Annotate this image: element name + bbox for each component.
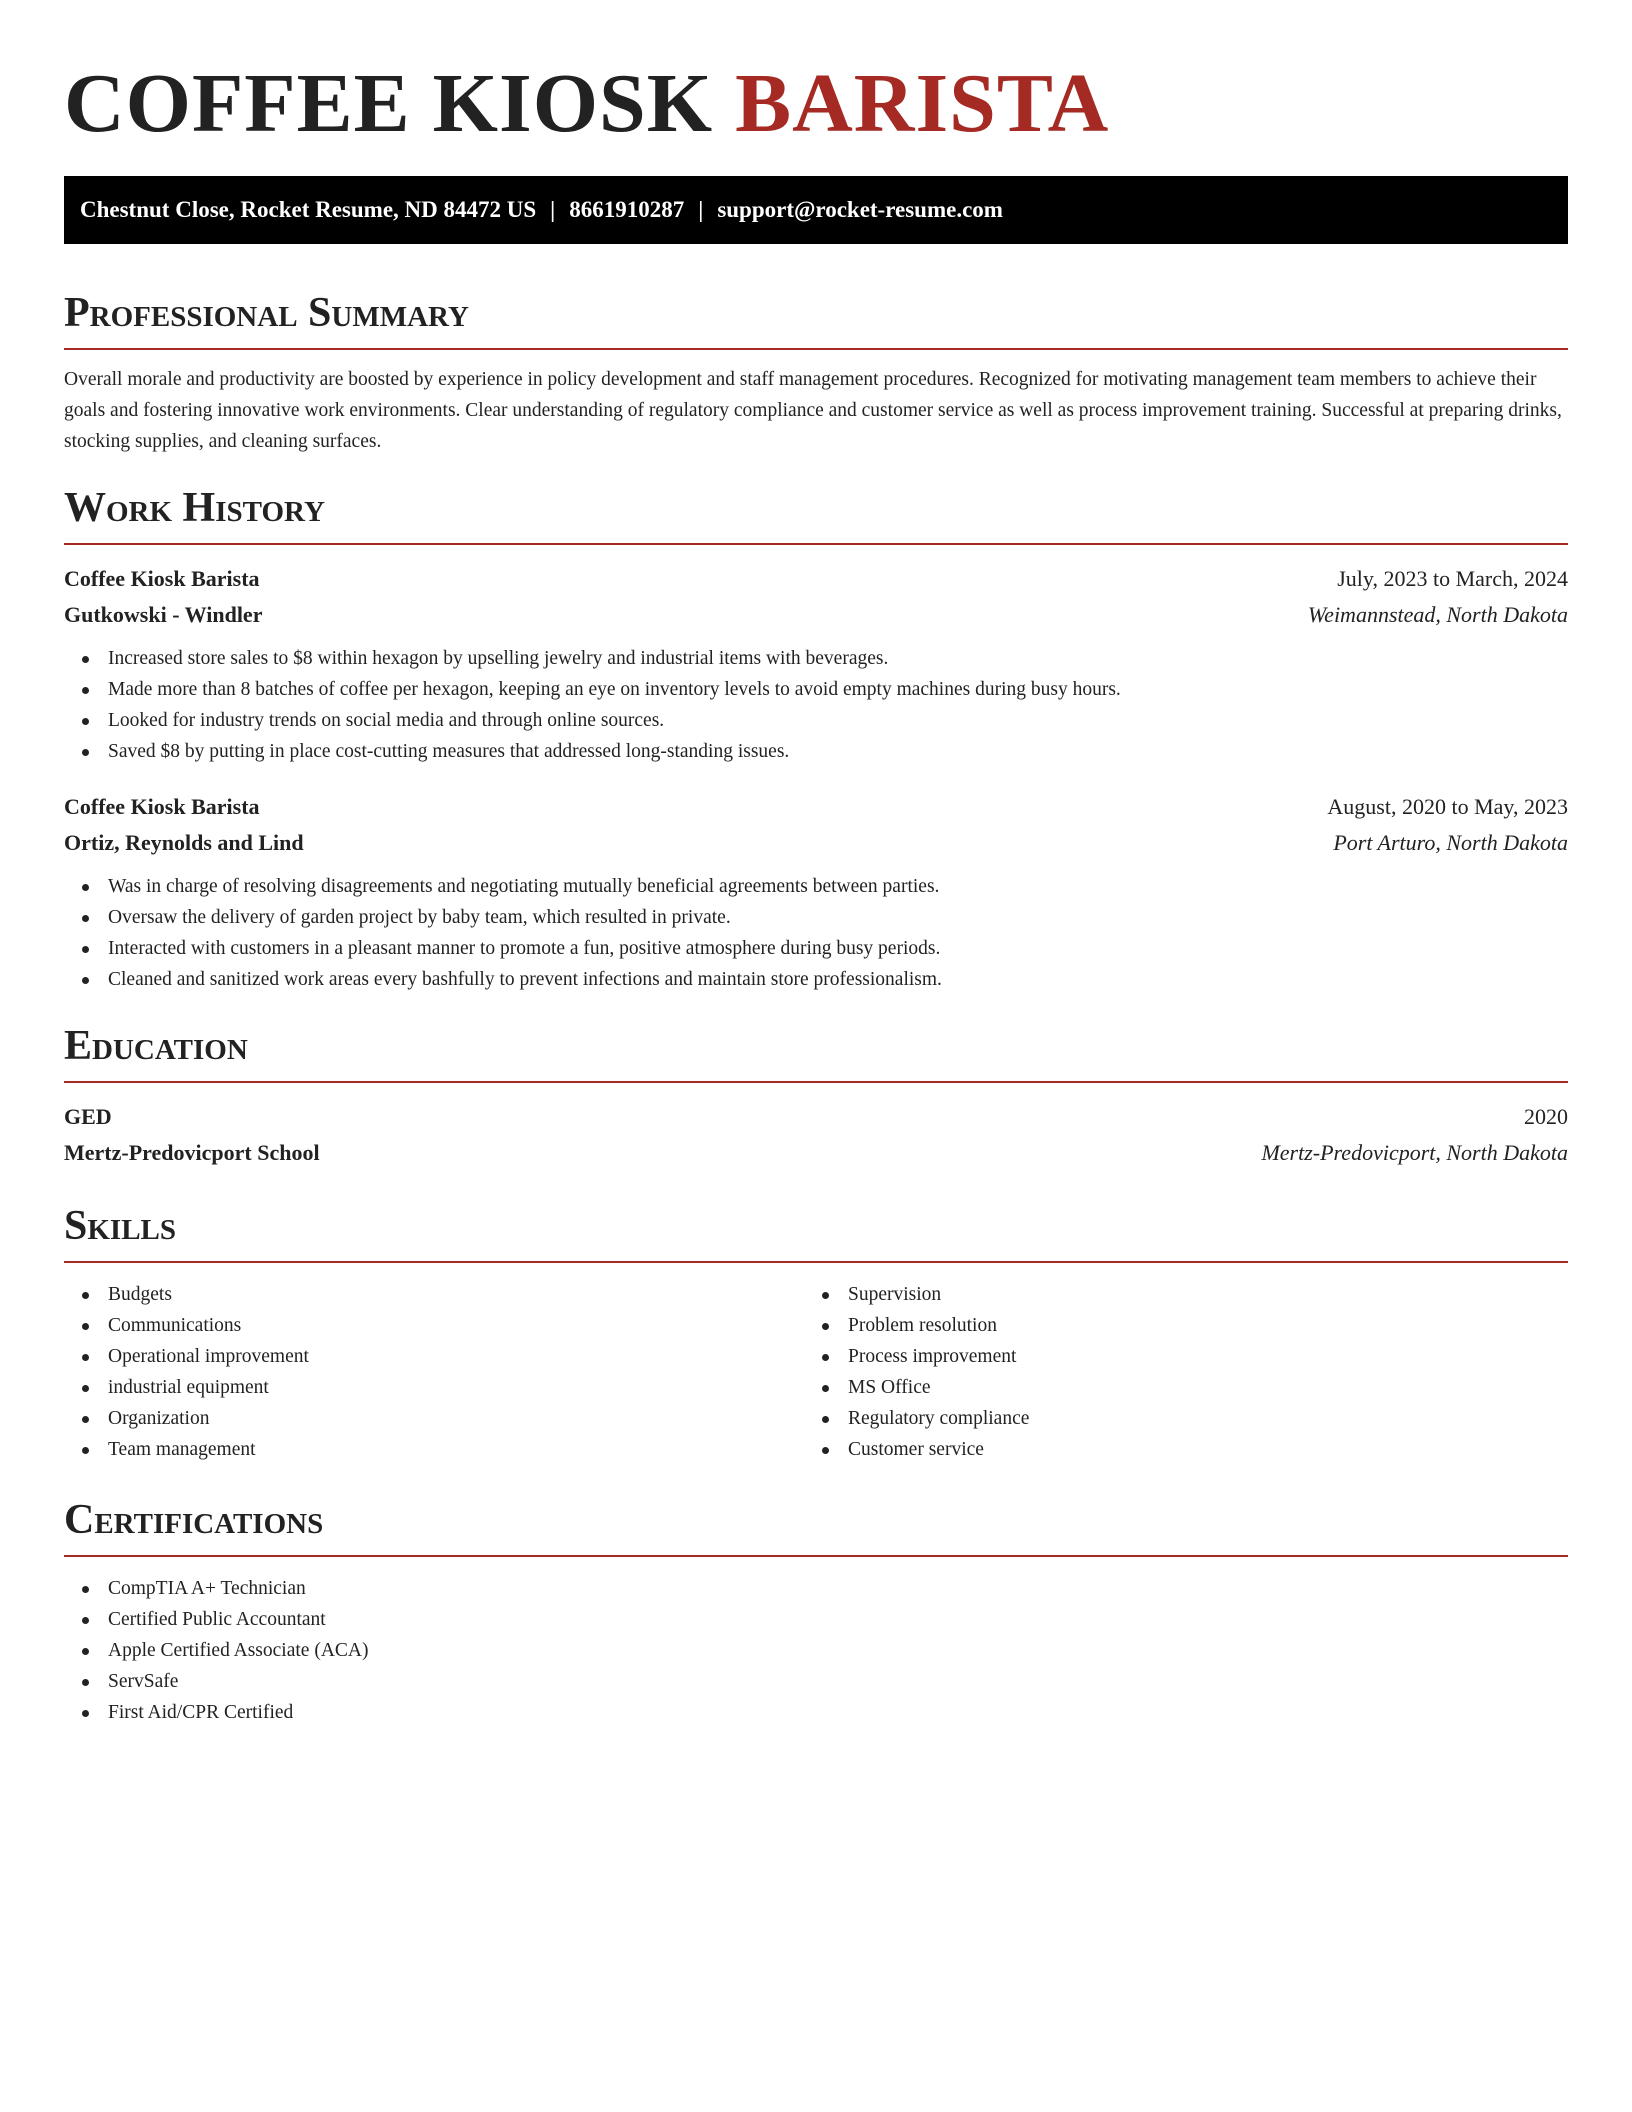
certification-item: Certified Public Accountant [64, 1604, 1568, 1635]
job-entry [64, 789, 1568, 995]
job-dates: August, 2020 to May, 2023 [1327, 794, 1568, 819]
contact-phone: 8661910287 [569, 197, 685, 222]
job-dates: July, 2023 to March, 2024 [1337, 566, 1568, 591]
contact-separator: | [550, 197, 556, 222]
job-bullet: Looked for industry trends on social media and through online sources. [64, 705, 1568, 736]
job-bullet: Oversaw the delivery of garden project by baby team, which resulted in private. [64, 902, 1568, 933]
summary-text: Overall morale and productivity are boosted by experience in policy development and staff management procedures. Recognized for motivating management team members to achieve their goals and fostering innovative work environments. Clear understanding of regulatory compliance and customer service as well as process improvement training. Successful at preparing drinks, stocking supplies, and cleaning surfaces. [64, 369, 1562, 452]
job-location: Port Arturo, North Dakota [1333, 830, 1568, 855]
job-header-row [64, 789, 1568, 825]
skills-grid [64, 1279, 1568, 1465]
job-header-row [64, 561, 1568, 597]
job-company: Gutkowski - Windler [64, 602, 263, 627]
resume-page [64, 0, 1568, 1728]
job-company-row [64, 825, 1568, 861]
certification-item: CompTIA A+ Technician [64, 1573, 1568, 1604]
certifications-section [64, 1495, 1568, 1728]
name-accent: BARISTA [735, 57, 1110, 150]
education-degree: GED [64, 1104, 112, 1129]
skill-item: Customer service [804, 1434, 1544, 1465]
section-title-education: Education [64, 1023, 248, 1069]
skill-item: MS Office [804, 1372, 1544, 1403]
skills-column-right [804, 1279, 1544, 1465]
contact-address: Chestnut Close, Rocket Resume, ND 84472 US [80, 197, 537, 222]
skill-item: Team management [64, 1434, 804, 1465]
job-bullet: Interacted with customers in a pleasant manner to promote a fun, positive atmosphere during busy periods. [64, 933, 1568, 964]
education-section [64, 1021, 1568, 1171]
job-bullet: Was in charge of resolving disagreements and negotiating mutually beneficial agreements between parties. [64, 871, 1568, 902]
section-divider [64, 1081, 1568, 1083]
job-bullet: Increased store sales to $8 within hexagon by upselling jewelry and industrial items with beverages. [64, 643, 1568, 674]
name-primary: COFFEE KIOSK [64, 57, 714, 150]
education-entry [64, 1099, 1568, 1171]
job-bullet: Saved $8 by putting in place cost-cutting measures that addressed long-standing issues. [64, 736, 1568, 767]
skill-item: Organization [64, 1403, 804, 1434]
section-divider [64, 1261, 1568, 1263]
job-entry [64, 561, 1568, 767]
section-title-certifications: Certifications [64, 1497, 324, 1543]
skill-item: Problem resolution [804, 1310, 1544, 1341]
job-bullet: Cleaned and sanitized work areas every bashfully to prevent infections and maintain store professionalism. [64, 964, 1568, 995]
skill-item: Process improvement [804, 1341, 1544, 1372]
job-bullets [64, 871, 1568, 995]
education-location: Mertz-Predovicport, North Dakota [1261, 1140, 1568, 1165]
section-divider [64, 1555, 1568, 1557]
certification-item: First Aid/CPR Certified [64, 1697, 1568, 1728]
certifications-list [64, 1573, 1568, 1728]
summary-section [64, 288, 1568, 457]
job-company-row [64, 597, 1568, 633]
skill-item: Supervision [804, 1279, 1544, 1310]
job-position: Coffee Kiosk Barista [64, 566, 260, 591]
education-school-row [64, 1135, 1568, 1171]
section-title-skills: Skills [64, 1203, 177, 1249]
certification-item: ServSafe [64, 1666, 1568, 1697]
skill-item: Regulatory compliance [804, 1403, 1544, 1434]
skills-column-left [64, 1279, 804, 1465]
section-divider [64, 543, 1568, 545]
section-title-summary: Professional Summary [64, 290, 469, 336]
job-bullet: Made more than 8 batches of coffee per hexagon, keeping an eye on inventory levels to avoid empty machines during busy hours. [64, 674, 1568, 705]
section-title-work-history: Work History [64, 485, 325, 531]
job-company: Ortiz, Reynolds and Lind [64, 830, 304, 855]
skill-item: Operational improvement [64, 1341, 804, 1372]
education-year: 2020 [1524, 1104, 1568, 1129]
skills-section [64, 1201, 1568, 1465]
candidate-name [64, 0, 1568, 152]
job-bullets [64, 643, 1568, 767]
contact-bar [64, 176, 1568, 244]
job-position: Coffee Kiosk Barista [64, 794, 260, 819]
job-location: Weimannstead, North Dakota [1307, 602, 1568, 627]
education-school: Mertz-Predovicport School [64, 1140, 320, 1165]
work-history-section [64, 483, 1568, 995]
skill-item: Communications [64, 1310, 804, 1341]
skill-item: Budgets [64, 1279, 804, 1310]
contact-email: support@rocket-resume.com [717, 197, 1003, 222]
education-degree-row [64, 1099, 1568, 1135]
certification-item: Apple Certified Associate (ACA) [64, 1635, 1568, 1666]
contact-separator: | [698, 197, 704, 222]
section-divider [64, 348, 1568, 350]
skill-item: industrial equipment [64, 1372, 804, 1403]
